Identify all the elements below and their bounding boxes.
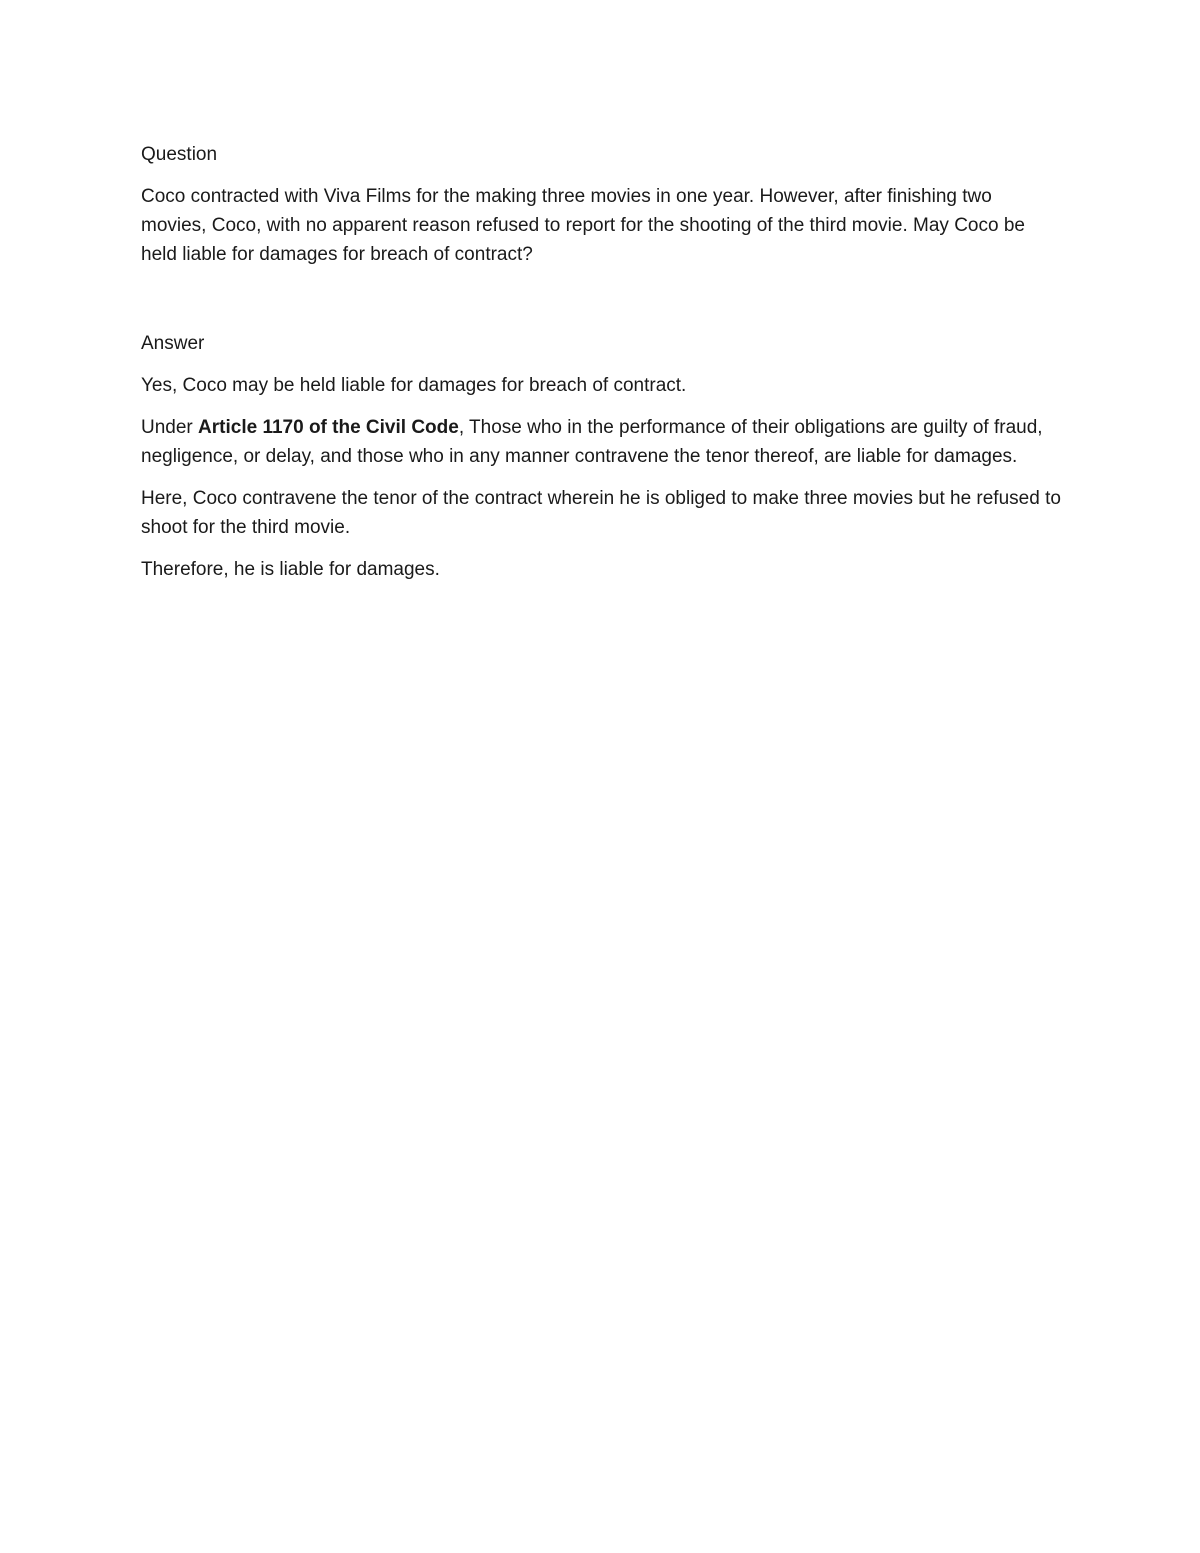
document-page [141,140,1061,597]
question-text: Coco contracted with Viva Films for the making three movies in one year. However, after finishing two movies, Coco, with no apparent reason refused to report for the shooting of the third movie. May Coco be held liable for damages for breach of contract? [141,186,1025,265]
answer-paragraph-2-rest: , Those who in the performance of their obligations are guilty of fraud, negligence, or delay, and those who in any manner contravene the tenor thereof, are liable for damages. [141,417,1043,467]
answer-paragraph-3: Here, Coco contravene the tenor of the contract wherein he is obliged to make three movies but he refused to shoot for the third movie. [141,488,1061,538]
answer-paragraph-2-prefix: Under [141,417,199,438]
legal-citation: Article 1170 of the Civil Code [198,417,459,438]
answer-heading: Answer [141,333,205,354]
answer-conclusion: Therefore, he is liable for damages. [141,559,440,580]
section-spacer [141,282,1061,329]
answer-paragraph-1: Yes, Coco may be held liable for damages for breach of contract. [141,375,687,396]
answer-paragraph-2 [141,413,1061,471]
question-heading: Question [141,144,218,165]
